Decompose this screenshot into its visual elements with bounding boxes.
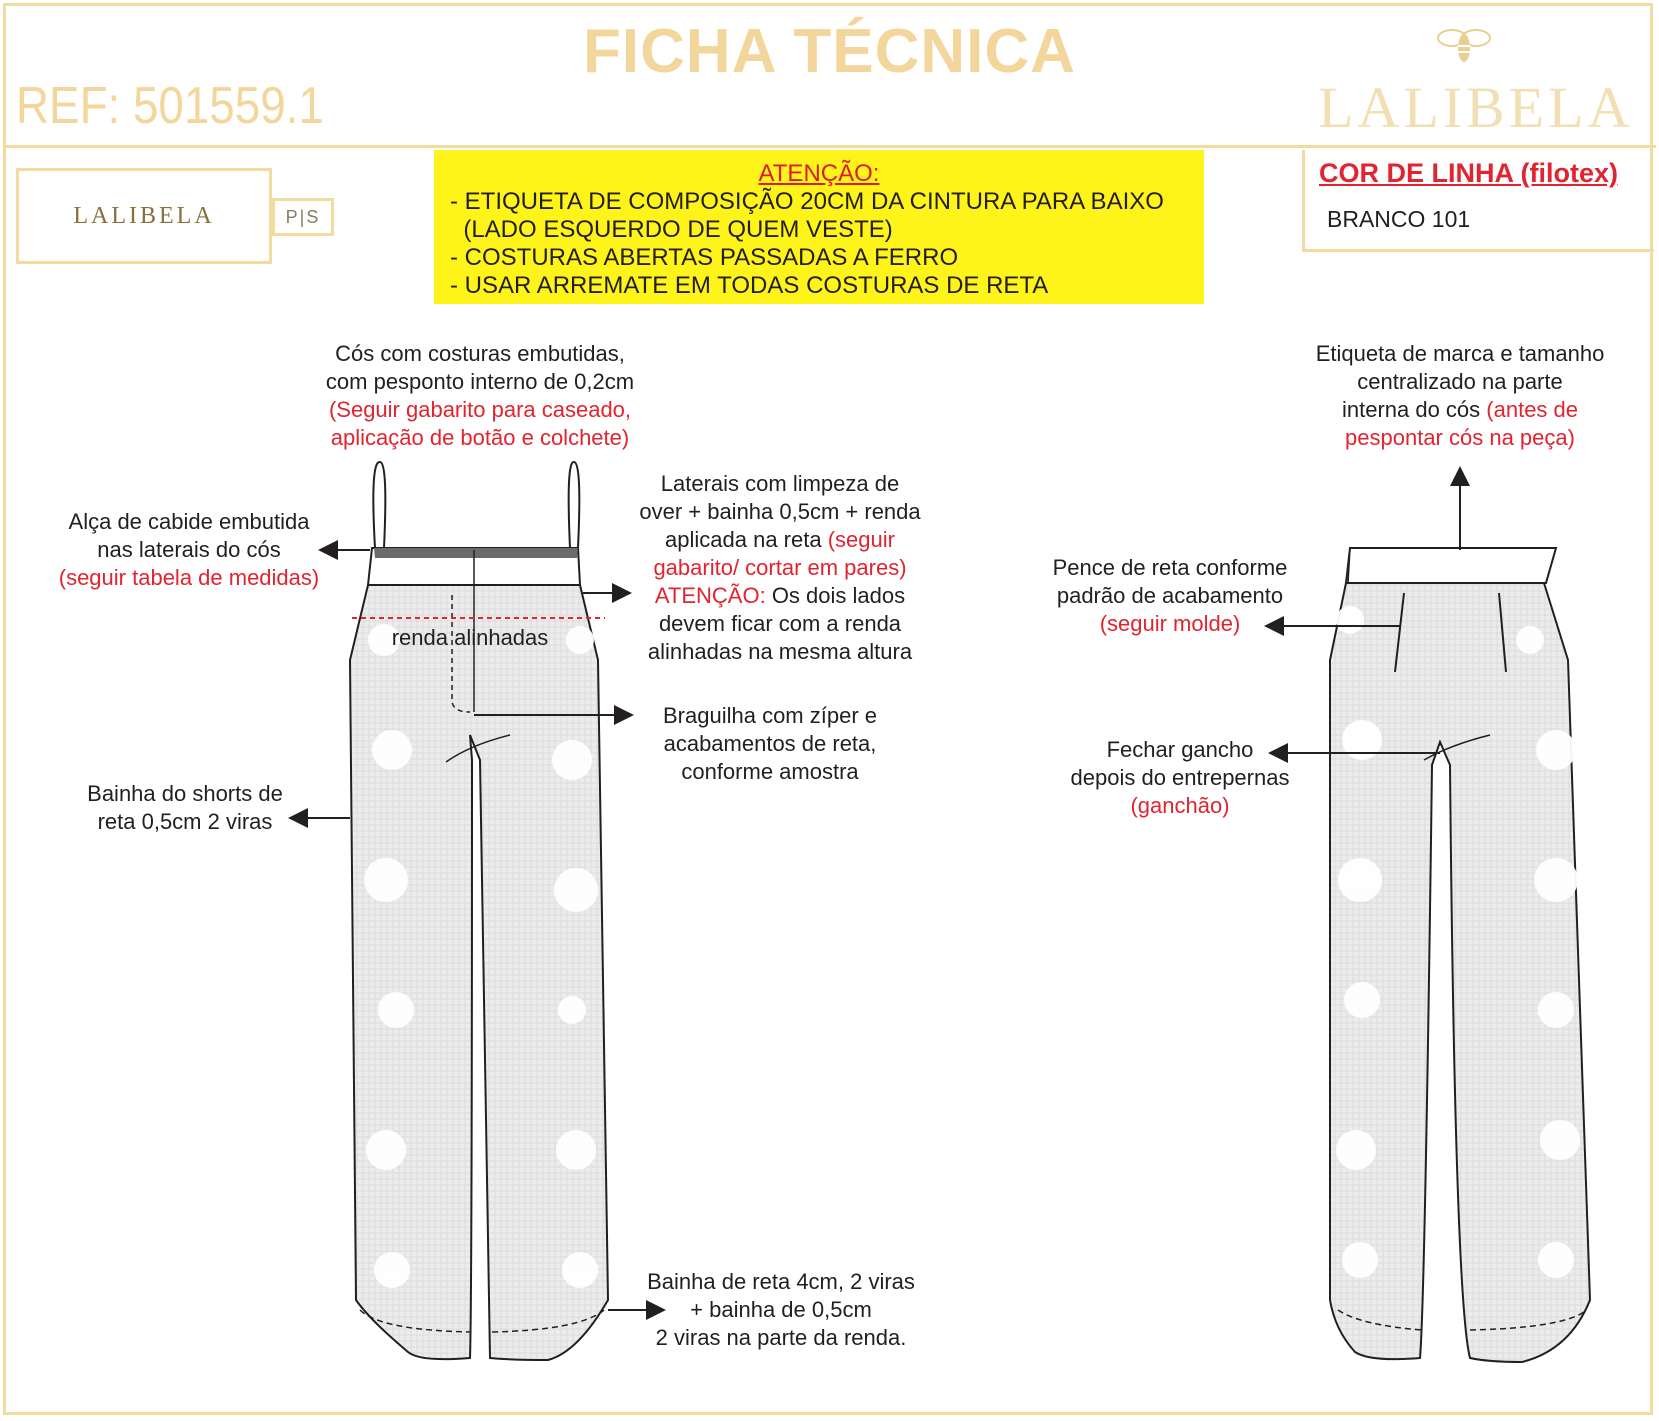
back-pants: [1330, 548, 1590, 1362]
note-sides: Laterais com limpeza de over + bainha 0,5cm + renda aplicada na reta (seguir gabarito/ cortar em pares) ATENÇÃO: Os dois lados devem ficar com a renda alinhadas na mesma altura: [639, 471, 921, 664]
brand-wordmark: LALIBELA: [1318, 75, 1634, 140]
note-waistband: Cós com costuras embutidas, com pesponto interno de 0,2cm (Seguir gabarito para caseado, aplicação de botão e colchete): [325, 341, 635, 450]
note-brand-label: Etiqueta de marca e tamanho centralizado na parte interna do cós (antes de pespontar cós na peça): [1315, 341, 1605, 450]
note-shorts-hem: Bainha do shorts de reta 0,5cm 2 viras: [87, 781, 283, 834]
note-hem: Bainha de reta 4cm, 2 viras + bainha de 0,5cm 2 viras na parte da renda.: [647, 1269, 915, 1350]
logo-text: LALIBELA: [73, 203, 215, 229]
page-title: FICHA TÉCNICA: [583, 17, 1076, 86]
thread-color-title: COR DE LINHA (filotex): [1319, 158, 1618, 188]
note-lace-aligned: renda alinhadas: [391, 625, 549, 650]
note-dart: Pence de reta conforme padrão de acabamento (seguir molde): [1052, 555, 1288, 636]
attention-title: ATENÇÃO:: [758, 160, 880, 187]
attention-line-3: - COSTURAS ABERTAS PASSADAS A FERRO: [450, 244, 959, 271]
reference-number: REF: 501559.1: [16, 77, 324, 135]
front-pants: [350, 462, 608, 1360]
attention-line-2: (LADO ESQUERDO DE QUEM VESTE): [450, 216, 893, 243]
note-fly: Braguilha com zíper e acabamentos de reta, conforme amostra: [663, 703, 877, 784]
logo-tag: P|S: [272, 198, 334, 236]
attention-line-4: - USAR ARREMATE EM TODAS COSTURAS DE RETA: [450, 272, 1049, 299]
thread-color-value: BRANCO 101: [1327, 206, 1471, 232]
note-crotch: Fechar gancho depois do entrepernas (ganchão): [1070, 737, 1290, 818]
attention-line-1: - ETIQUETA DE COMPOSIÇÃO 20CM DA CINTURA PARA BAIXO: [450, 188, 1164, 215]
note-hanger-loop: Alça de cabide embutida nas laterais do cós (seguir tabela de medidas): [58, 509, 320, 590]
